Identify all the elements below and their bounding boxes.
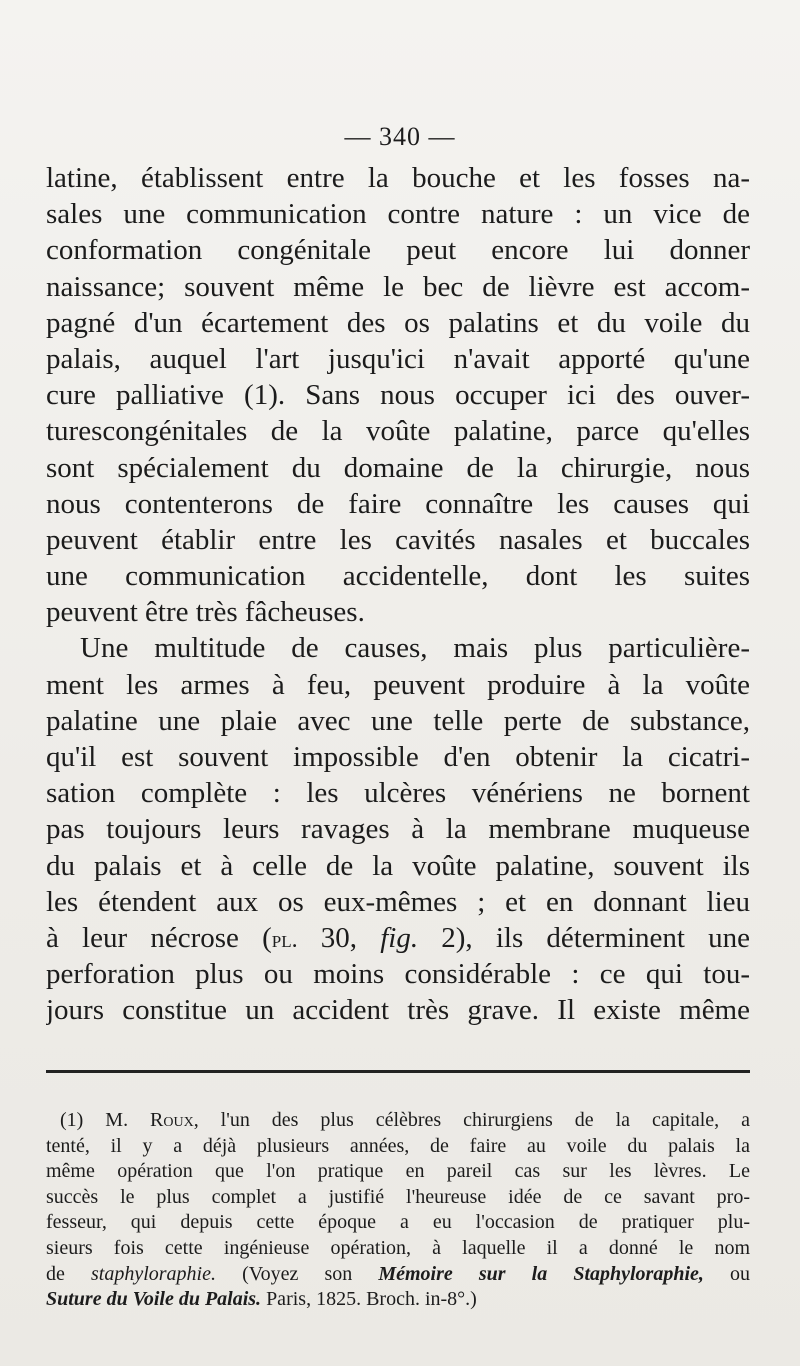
text-line: Une multitude de causes, mais plus particulière-	[80, 632, 750, 665]
text-segment: de	[46, 1262, 91, 1285]
text-line: pas toujours leurs ravages à la membrane muqueuse	[46, 813, 750, 846]
text-line: perforation plus ou moins considérable : ce qui tou-	[46, 958, 750, 991]
text-line: palatine une plaie avec une telle perte de substance,	[46, 704, 750, 737]
author-name: Roux	[150, 1109, 194, 1131]
footnote-line: sieurs fois cette ingénieuse opération, à laquelle il a donné le nom	[46, 1236, 750, 1259]
text-line: une communication accidentelle, dont les suites	[46, 560, 750, 593]
footnote-line	[46, 1287, 750, 1313]
footnote-line	[46, 1262, 750, 1288]
footnote-line	[46, 1108, 750, 1134]
text-segment: 30,	[297, 921, 381, 954]
text-segment: ou	[703, 1262, 750, 1285]
text-line: turescongénitales de la voûte palatine, parce qu'elles	[46, 415, 750, 448]
text-line-plate-reference	[46, 920, 750, 956]
footnote-line: tenté, il y a déjà plusieurs années, de faire au voile du palais la	[46, 1134, 750, 1157]
text-line: sont spécialement du domaine de la chirurgie, nous	[46, 451, 750, 484]
text-line: du palais et à celle de la voûte palatine, souvent ils	[46, 849, 750, 882]
text-line: naissance; souvent même le bec de lièvre est accom-	[46, 270, 750, 303]
footnote-line: fesseur, qui depuis cette époque a eu l'occasion de pratiquer plu-	[46, 1211, 750, 1234]
text-line: pagné d'un écartement des os palatins et du voile du	[46, 306, 750, 339]
footnote-line: succès le plus complet a justifié l'heureuse idée de ce savant pro-	[46, 1185, 750, 1208]
footnote-separator	[46, 1070, 750, 1073]
text-line: peuvent établir entre les cavités nasales et buccales	[46, 523, 750, 556]
main-text	[46, 160, 750, 1029]
footnote	[46, 1108, 750, 1313]
figure-abbrev: fig.	[380, 921, 419, 954]
text-line: qu'il est souvent impossible d'en obtenir la cicatri-	[46, 741, 750, 773]
work-title: Mémoire sur la Staphyloraphie,	[378, 1262, 704, 1285]
work-subtitle: Suture du Voile du Palais.	[46, 1288, 262, 1311]
text-line: cure palliative (1). Sans nous occuper ici des ouver-	[46, 379, 750, 412]
plate-abbrev: pl.	[271, 926, 298, 953]
page-number: — 340 —	[344, 122, 456, 151]
text-line: sales une communication contre nature : un vice de	[46, 198, 750, 231]
text-line: jours constitue un accident très grave. Il existe même	[46, 994, 750, 1027]
text-line: palais, auquel l'art jusqu'ici n'avait apporté qu'une	[46, 342, 750, 375]
footnote-line: même opération que l'on pratique en pareil cas sur les lèvres. Le	[46, 1160, 750, 1183]
text-line: latine, établissent entre la bouche et les fosses na-	[46, 162, 750, 194]
text-segment: , l'un des plus célèbres chirurgiens de la capitale, a	[193, 1109, 750, 1131]
text-segment: à leur nécrose (	[46, 921, 272, 954]
text-segment: Paris, 1825. Broch. in-8°.)	[261, 1288, 477, 1311]
text-segment: 2), ils déterminent une	[418, 921, 750, 954]
text-line: conformation congénitale peut encore lui donner	[46, 234, 750, 267]
text-line: peuvent être très fâcheuses.	[46, 596, 365, 629]
footnote-marker: (1) M.	[60, 1109, 151, 1131]
text-line: les étendent aux os eux-mêmes ; et en donnant lieu	[46, 885, 750, 918]
text-line: ment les armes à feu, peuvent produire à la voûte	[46, 668, 750, 701]
term: staphyloraphie.	[90, 1262, 216, 1285]
text-line: nous contenterons de faire connaître les causes qui	[46, 487, 750, 520]
text-line: sation complète : les ulcères vénériens ne bornent	[46, 777, 750, 810]
text-segment: (Voyez son	[215, 1262, 379, 1285]
